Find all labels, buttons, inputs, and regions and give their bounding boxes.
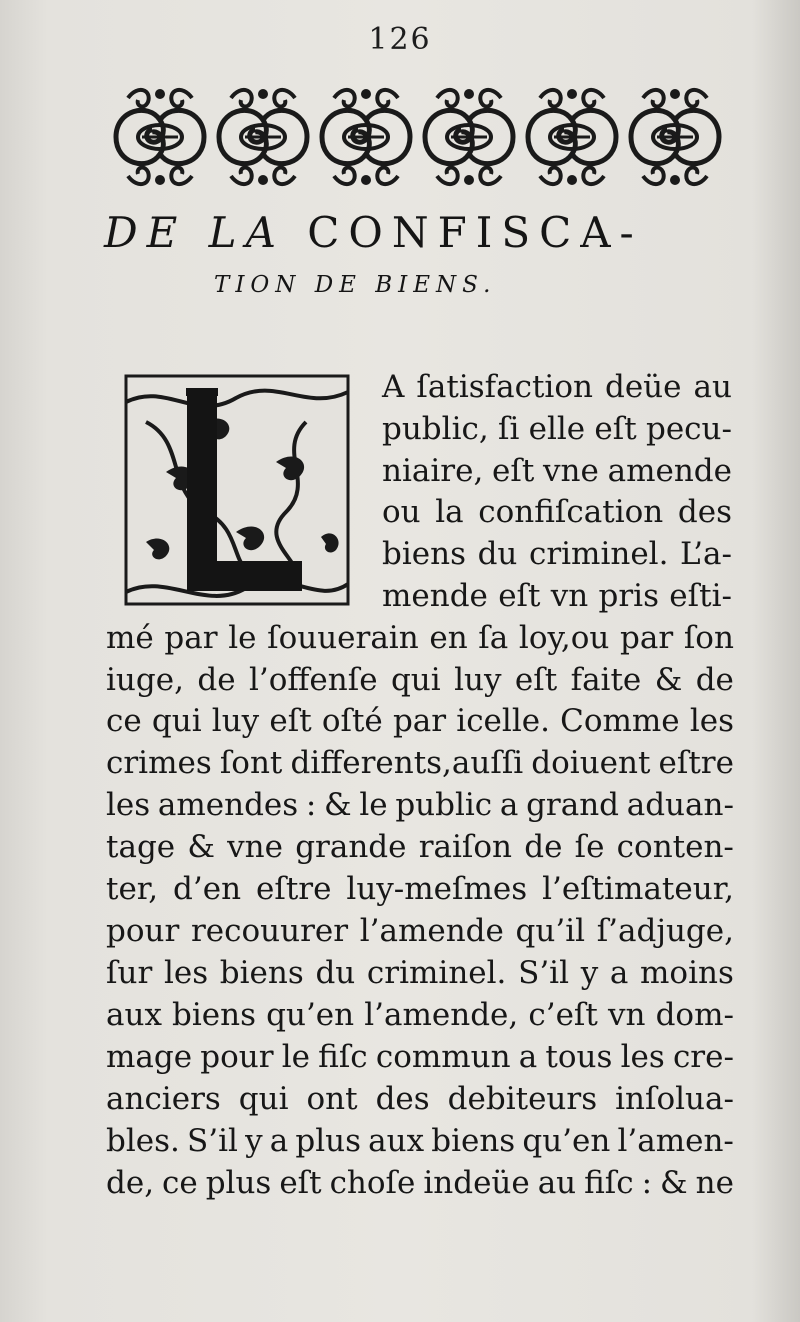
text-line-7: mé par le ſouuerain en ſa loy,ou par ſon [106,620,734,656]
text-line-19: bles. S’il y a plus aux biens qu’en l’amen- [106,1123,734,1159]
text-line-5: biens du criminel. L’a- [382,536,732,572]
page-number: 126 [368,22,432,57]
text-line-15: ſur les biens du criminel. S’il y a moins [106,955,734,991]
decorative-headpiece [108,80,728,194]
text-line-10: crimes ſont differents,auſſi doiuent eſtre [106,745,734,781]
text-line-14: pour recouurer l’amende qu’il ſ’adjuge, [106,913,734,949]
text-line-1: A ſatisfaction deüe au [382,369,732,405]
text-line-2: public, ſi elle eſt pecu- [382,411,732,447]
text-line-16: aux biens qu’en l’amende, c’eſt vn dom- [106,997,734,1033]
chapter-heading [104,208,744,257]
text-line-13: ter, d’en eſtre luy-meſmes l’eſtimateur, [106,871,734,907]
text-line-18: anciers qui ont des debiteurs inſolua- [106,1081,734,1117]
text-line-8: iuge, de l’offenſe qui luy eſt faite & de [106,662,734,698]
text-line-12: tage & vne grande raiſon de ſe conten- [106,829,734,865]
heading-part-1: DE LA [104,208,285,257]
heading-part-2: CONFISCA- [307,208,643,257]
text-line-9: ce qui luy eſt oſté par icelle. Comme les [106,703,734,739]
text-line-4: ou la confiſcation des [382,494,732,530]
text-line-20: de, ce plus eſt choſe indeüe au fiſc : & ne [106,1165,734,1201]
text-line-3: niaire, eſt vne amende [382,453,732,489]
text-line-6: mende eſt vn pris eſti- [382,578,732,614]
text-line-11: les amendes : & le public a grand aduan- [106,787,734,823]
text-line-17: mage pour le fiſc commun a tous les cre- [106,1039,734,1075]
ornamental-dropcap-L [106,362,368,620]
chapter-subheading: TION DE BIENS. [214,272,497,298]
